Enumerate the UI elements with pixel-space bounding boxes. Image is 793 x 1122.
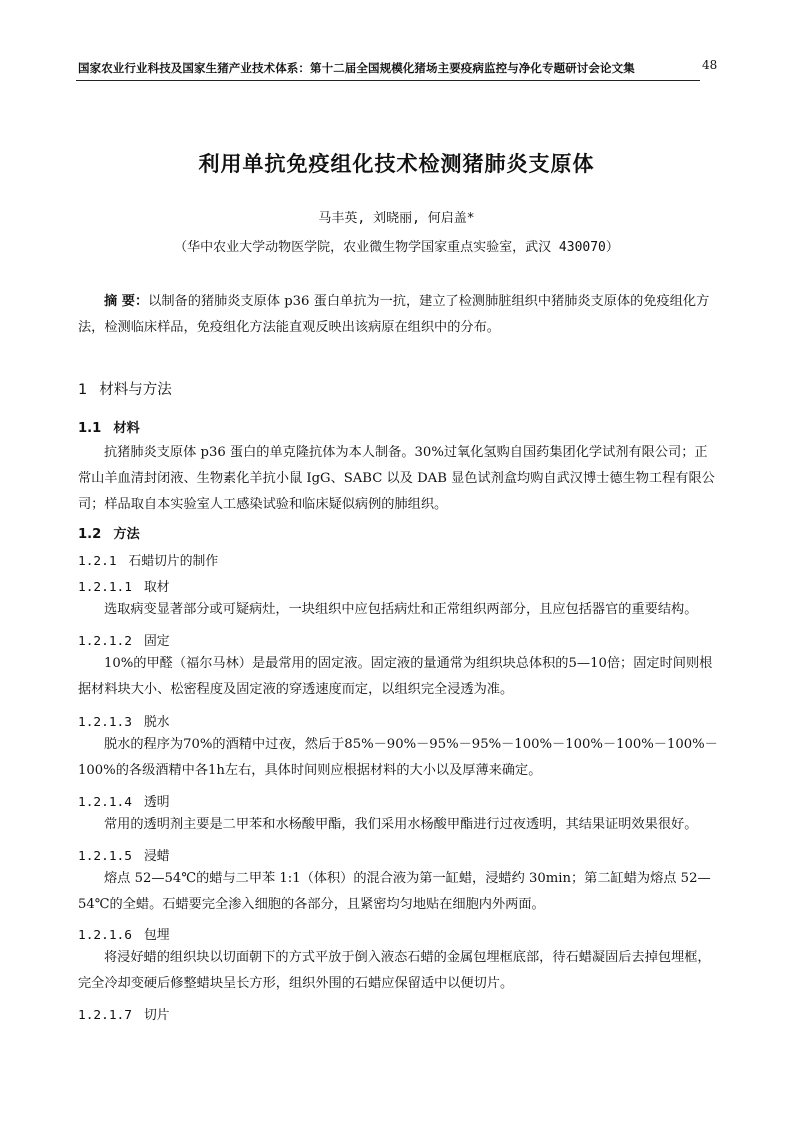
section-heading-1-2-1-3 bbox=[78, 711, 718, 730]
abstract-label: 摘 要： bbox=[104, 294, 149, 309]
section-number: 1 bbox=[78, 382, 88, 398]
section-title: 石蜡切片的制作 bbox=[128, 554, 219, 569]
section-title: 脱水 bbox=[143, 715, 170, 730]
abstract bbox=[78, 289, 718, 341]
section-heading-1-2 bbox=[78, 523, 718, 542]
section-title: 透明 bbox=[143, 795, 170, 810]
section-number: 1.2.1.2 bbox=[78, 634, 132, 649]
section-number: 1.2.1.7 bbox=[78, 1008, 132, 1023]
section-heading-1-2-1-4 bbox=[78, 791, 718, 810]
page-number: 48 bbox=[702, 58, 718, 72]
clearing-paragraph: 常用的透明剂主要是二甲苯和水杨酸甲酯，我们采用水杨酸甲酯进行过夜透明，其结果证明效果很好。 bbox=[104, 817, 698, 832]
article-title: 利用单抗免疫组化技术检测猪肺炎支原体 bbox=[198, 152, 595, 176]
section-number: 1.2.1.4 bbox=[78, 795, 132, 810]
header-rule bbox=[76, 80, 700, 81]
section-title: 包埋 bbox=[143, 928, 170, 943]
section-heading-1-2-1-7 bbox=[78, 1004, 718, 1023]
sampling-paragraph: 选取病变显著部分或可疑病灶，一块组织中应包括病灶和正常组织两部分，且应包括器官的重要结构。 bbox=[104, 602, 698, 617]
wax-infiltration-paragraph: 熔点 52—54℃的蜡与二甲苯 1:1（体积）的混合液为第一缸蜡，浸蜡约 30min；第二缸蜡为熔点 52—54℃的全蜡。石蜡要完全渗入细胞的各部分，且紧密均匀地贴在细胞内外两面。 bbox=[78, 871, 711, 912]
affiliation: （华中农业大学动物医学院，农业微生物学国家重点实验室，武汉 430070） bbox=[174, 240, 619, 255]
abstract-text: 以制备的猪肺炎支原体 p36 蛋白单抗为一抗，建立了检测肺脏组织中猪肺炎支原体的免疫组化方法，检测临床样品，免疫组化方法能直观反映出该病原在组织中的分布。 bbox=[78, 294, 710, 335]
running-head: 国家农业行业科技及国家生猪产业技术体系：第十二届全国规模化猪场主要疫病监控与净化专题研讨会论文集 bbox=[78, 61, 635, 75]
dehydration-paragraph: 脱水的程序为70%的酒精中过夜，然后于85%－90%－95%－95%－100%－100%－100%－100%－100%的各级酒精中各1h左右，具体时间则应根据材料的大小以及厚薄来确定。 bbox=[78, 737, 718, 778]
section-title: 材料 bbox=[113, 421, 140, 436]
section-title: 固定 bbox=[143, 634, 170, 649]
section-number: 1.2.1.6 bbox=[78, 928, 132, 943]
section-title: 材料与方法 bbox=[99, 382, 172, 398]
fixation-paragraph: 10%的甲醛（福尔马林）是最常用的固定液。固定液的量通常为组织块总体积的5—10倍；固定时间则根据材料块大小、松密程度及固定液的穿透速度而定，以组织完全浸透为准。 bbox=[78, 656, 713, 697]
section-title: 取材 bbox=[143, 580, 170, 595]
section-heading-1-2-1-5 bbox=[78, 845, 718, 864]
author-list: 马丰英, 刘晓丽, 何启盖* bbox=[318, 211, 475, 226]
section-number: 1.2.1.1 bbox=[78, 580, 132, 595]
section-number: 1.2.1.5 bbox=[78, 849, 132, 864]
section-number: 1.2 bbox=[78, 527, 102, 542]
section-heading-1-2-1-1 bbox=[78, 576, 718, 595]
section-heading-1-2-1-6 bbox=[78, 924, 718, 943]
embedding-paragraph: 将浸好蜡的组织块以切面朝下的方式平放于倒入液态石蜡的金属包埋框底部，待石蜡凝固后去掉包埋框，完全冷却变硬后修整蜡块呈长方形，组织外围的石蜡应保留适中以便切片。 bbox=[78, 950, 711, 991]
section-title: 切片 bbox=[143, 1008, 170, 1023]
section-number: 1.1 bbox=[78, 421, 102, 436]
section-number: 1.2.1.3 bbox=[78, 715, 132, 730]
section-heading-1-2-1-2 bbox=[78, 630, 718, 649]
section-heading-1 bbox=[78, 378, 718, 399]
section-title: 浸蜡 bbox=[143, 849, 170, 864]
materials-paragraph: 抗猪肺炎支原体 p36 蛋白的单克隆抗体为本人制备。30%过氧化氢购自国药集团化学试剂有限公司；正常山羊血清封闭液、生物素化羊抗小鼠 IgG、SABC 以及 DAB 显色试剂盒均购自武汉博士德生物工程有限公司；样品取自本实验室人工感染试验和临床疑似病例的肺组织。 bbox=[78, 445, 715, 512]
section-number: 1.2.1 bbox=[78, 554, 117, 569]
section-heading-1-1 bbox=[78, 417, 718, 436]
section-heading-1-2-1 bbox=[78, 550, 718, 569]
section-title: 方法 bbox=[113, 527, 140, 542]
